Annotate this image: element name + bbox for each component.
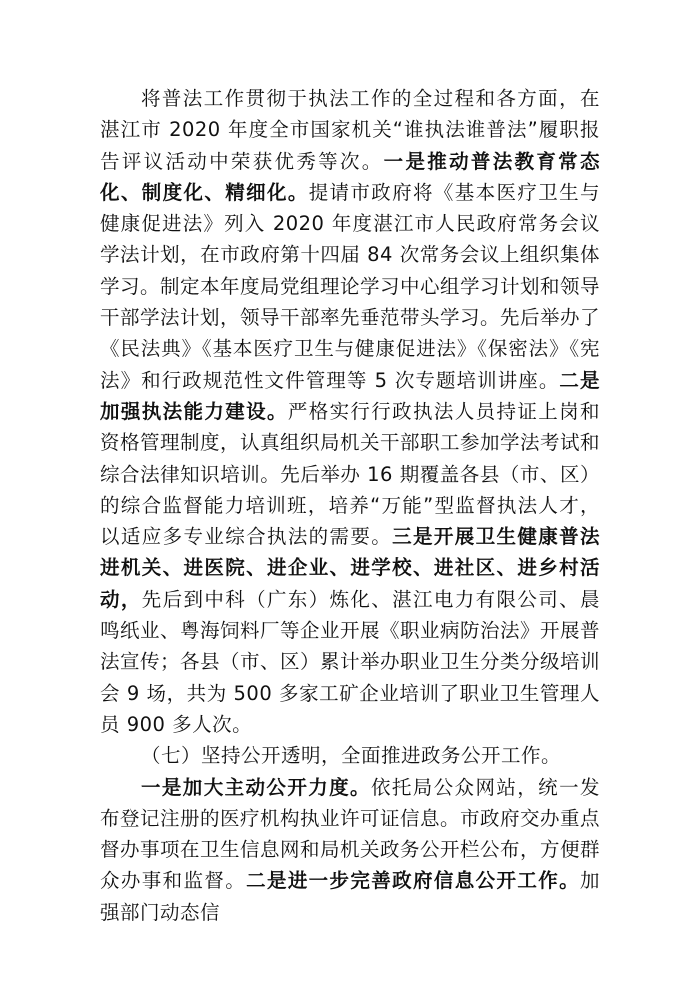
paragraph-disclosure <box>100 772 600 928</box>
text-run: 严格实行行政执法人员持证上岗和资格管理制度，认真组织局机关干部职工参加学法考试和综合法律知识培训。先后举办 16 期覆盖各县（市、区）的综合监督能力培训班，培养“万能”型监督执法人才，以适应多专业综合执法的需要。 <box>100 399 601 549</box>
heading-run-first: 一是加大主动公开力度。 <box>141 775 371 799</box>
text-run: 依托局公众网站，统一发布登记注册的医疗机构执业许可证信息。市政府交办重点督办事项在卫生信息网和局机关政务公开栏公布，方便群众办事和监督。 <box>100 775 601 893</box>
heading-run-second: 二是进一步完善政府信息公开工作。 <box>246 869 580 893</box>
heading-run-first: 一是推动普法教育常态化、制度化、精细化。 <box>100 149 600 204</box>
text-run: 将普法工作贯彻于执法工作的全过程和各方面，在湛江市 2020 年度全市国家机关“谁执法谁普法”履职报告评议活动中荣获优秀等次。 <box>100 87 600 173</box>
heading-run-third: 三是开展卫生健康普法进机关、进医院、进企业、进学校、进社区、进乡村活动， <box>100 525 600 611</box>
text-run: 提请市政府将《基本医疗卫生与健康促进法》列入 2020 年度湛江市人民政府常务会议学法计划，在市政府第十四届 84 次常务会议上组织集体学习。制定本年度局党组理论学习中心组学习计划和领导干部学法计划，领导干部率先垂范带头学习。先后举办了《民法典》《基本医疗卫生与健康促进法》《保密法》《宪法》和行政规范性文件管理等 5 次专题培训讲座。 <box>100 180 601 392</box>
text-run: 先后到中科（广东）炼化、湛江电力有限公司、晨鸣纸业、粤海饲料厂等企业开展《职业病防治法》开展普法宣传；各县（市、区）累计举办职业卫生分类分级培训会 9 场，共为 500 多家工矿企业培训了职业卫生管理人员 900 多人次。 <box>100 587 601 736</box>
text-run: 加强部门动态信 <box>100 869 600 924</box>
heading-run-second: 二是加强执法能力建设。 <box>100 368 600 423</box>
section-heading-text: （七）坚持公开透明，全面推进政务公开工作。 <box>141 744 562 768</box>
document-body <box>100 83 600 928</box>
paragraph-law-popularization <box>100 83 600 740</box>
section-heading-seven <box>100 740 600 771</box>
